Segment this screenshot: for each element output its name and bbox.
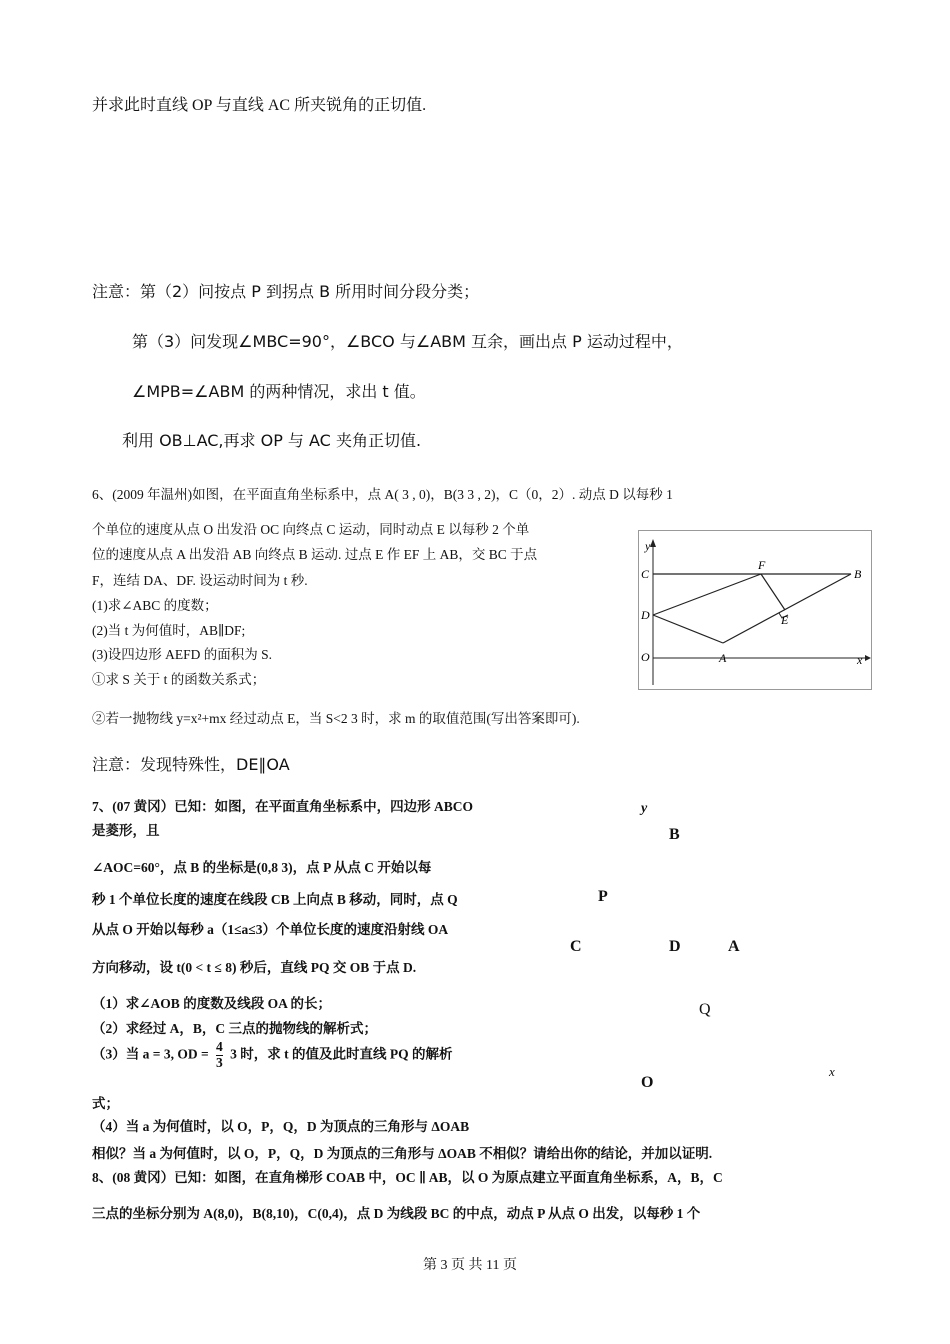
- q7-line-6: 方向移动，设 t(0 < t ≤ 8) 秒后，直线 PQ 交 OB 于点 D.: [92, 960, 417, 975]
- fig7-label-b: B: [669, 826, 680, 843]
- fig7-label-y: y: [641, 801, 648, 816]
- q7-line-8: （2）求经过 A，B，C 三点的抛物线的解析式；: [92, 1021, 378, 1036]
- q6-line-6: (2)当 t 为何值时，AB∥DF;: [92, 623, 246, 638]
- fig7-label-p: P: [598, 888, 608, 905]
- x-axis-arrow: [865, 655, 871, 661]
- fig7-label-x: x: [829, 1064, 835, 1079]
- note-1-line-3: ∠MPB=∠ABM 的两种情况，求出 t 值。: [132, 382, 426, 401]
- page-footer: 第 3 页 共 11 页: [423, 1258, 517, 1273]
- text-line-top: 并求此时直线 OP 与直线 AC 所夹锐角的正切值.: [92, 97, 427, 114]
- q6-line-1: 6、(2009 年温州)如图，在平面直角坐标系中，点 A( 3 , 0)，B(3 3 , 2)，C（0，2）. 动点 D 以每秒 1: [92, 487, 673, 502]
- q6-line-7: (3)设四边形 AEFD 的面积为 S.: [92, 647, 273, 662]
- label-d: D: [641, 608, 650, 622]
- q7-line-5: 从点 O 开始以每秒 a（1≤a≤3）个单位长度的速度沿射线 OA: [92, 922, 449, 937]
- q6-line-9: ②若一抛物线 y=x²+mx 经过动点 E，当 S<2 3 时，求 m 的取值范围(写出答案即可).: [92, 711, 580, 726]
- label-a: A: [719, 651, 727, 665]
- note-1-line-4: 利用 OB⊥AC,再求 OP 与 AC 夹角正切值.: [122, 431, 422, 450]
- q6-line-5: (1)求∠ABC 的度数；: [92, 598, 218, 613]
- q7-line-9-b: 3 时，求 t 的值及此时直线 PQ 的解析: [230, 1046, 453, 1062]
- label-x: x: [857, 653, 863, 667]
- q6-figure-svg: [639, 531, 871, 689]
- q7-line-11: （4）当 a 为何值时，以 O，P，Q，D 为顶点的三角形与 ΔOAB: [92, 1119, 470, 1134]
- fig7-label-a: A: [728, 938, 740, 955]
- q8-line-2: 三点的坐标分别为 A(8,0)，B(8,10)，C(0,4)，点 D 为线段 BC 的中点，动点 P 从点 O 出发，以每秒 1 个: [92, 1206, 701, 1221]
- label-o: O: [641, 650, 650, 664]
- q6-line-4: F，连结 DA、DF. 设运动时间为 t 秒.: [92, 573, 308, 588]
- q7-line-7: （1）求∠AOB 的度数及线段 OA 的长；: [92, 996, 331, 1011]
- q7-line-12: 相似？当 a 为何值时，以 O，P，Q，D 为顶点的三角形与 ΔOAB 不相似？请给出你的结论，并加以证明.: [92, 1146, 713, 1161]
- fig7-label-d: D: [669, 938, 681, 955]
- fig7-label-c: C: [570, 938, 582, 955]
- segment-ab: [723, 574, 851, 643]
- label-c: C: [641, 567, 650, 581]
- note-1-line-2: 第（3）问发现∠MBC=90°，∠BCO 与∠ABM 互余，画出点 P 运动过程中，: [132, 332, 683, 351]
- fig7-label-q: Q: [699, 1001, 711, 1018]
- q7-line-1: 7、(07 黄冈）已知：如图，在平面直角坐标系中，四边形 ABCO: [92, 799, 473, 814]
- segment-fe: [761, 574, 785, 610]
- label-e: E: [781, 613, 789, 627]
- label-y: y: [645, 539, 651, 553]
- fraction-numerator: 4: [216, 1039, 223, 1054]
- q6-line-8: ①求 S 关于 t 的函数关系式；: [92, 672, 266, 687]
- segment-df: [653, 574, 761, 615]
- note-2: 注意：发现特殊性，DE∥OA: [92, 755, 290, 774]
- fraction-denominator: 3: [216, 1054, 223, 1070]
- q6-line-3: 位的速度从点 A 出发沿 AB 向终点 B 运动. 过点 E 作 EF 上 AB，交 BC 于点: [92, 547, 538, 562]
- q7-line-4: 秒 1 个单位长度的速度在线段 CB 上向点 B 移动，同时，点 Q: [92, 892, 458, 907]
- q8-line-1: 8、(08 黄冈）已知：如图，在直角梯形 COAB 中，OC ∥ AB，以 O 为原点建立平面直角坐标系，A，B，C: [92, 1170, 723, 1185]
- q7-line-10: 式；: [92, 1096, 119, 1111]
- segment-da: [653, 615, 723, 643]
- label-f: F: [758, 558, 766, 572]
- q7-line-2: 是菱形，且: [92, 823, 160, 838]
- q7-line-9: [92, 1040, 453, 1071]
- y-axis-arrow: [650, 539, 656, 547]
- label-b: B: [854, 567, 862, 581]
- q6-line-2: 个单位的速度从点 O 出发沿 OC 向终点 C 运动，同时动点 E 以每秒 2 个单: [92, 522, 530, 537]
- q6-figure: [638, 530, 872, 690]
- note-1-line-1: 注意：第（2）问按点 P 到拐点 B 所用时间分段分类；: [92, 282, 480, 301]
- q7-line-3: ∠AOC=60°，点 B 的坐标是(0,8 3)，点 P 从点 C 开始以每: [92, 860, 432, 875]
- fig7-label-o: O: [641, 1074, 654, 1091]
- fraction-4-3: [216, 1040, 223, 1071]
- q7-line-9-a: （3）当 a = 3, OD =: [92, 1046, 209, 1062]
